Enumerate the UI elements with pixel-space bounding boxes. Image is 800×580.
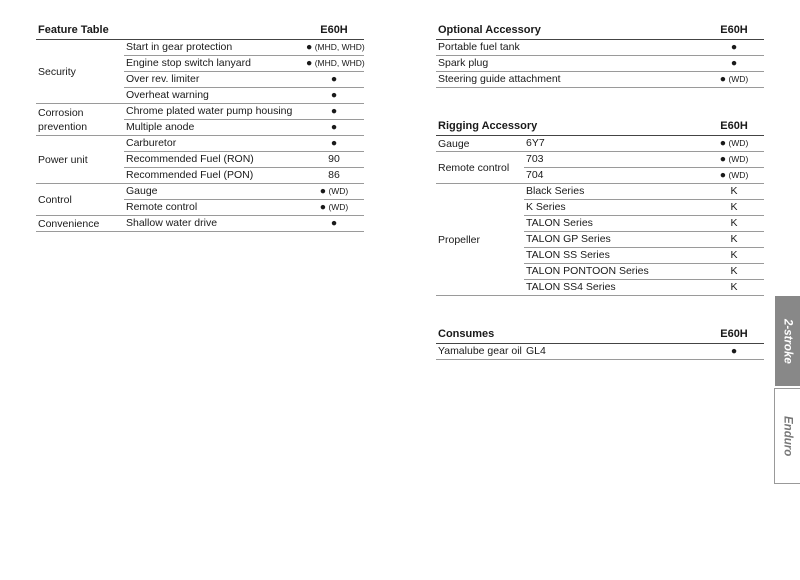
row-label: Recommended Fuel (PON) xyxy=(124,168,304,184)
row-label: 704 xyxy=(524,168,704,184)
table-row xyxy=(436,40,764,56)
value-cell xyxy=(704,200,764,216)
group-label: Control xyxy=(36,184,124,216)
value-cell xyxy=(704,216,764,232)
rigging-accessory-title: Rigging Accessory xyxy=(436,118,704,136)
value-mark: ● xyxy=(719,169,727,181)
table-row xyxy=(436,344,764,360)
group-label: Gauge xyxy=(436,136,524,152)
value-note: (WD) xyxy=(726,154,749,164)
value-cell xyxy=(304,56,364,72)
row-label: Multiple anode xyxy=(124,120,304,136)
consumes-title: Consumes xyxy=(436,326,704,344)
value-cell xyxy=(704,184,764,200)
row-label: Spark plug xyxy=(436,56,704,72)
value-cell xyxy=(704,248,764,264)
value-mark: 86 xyxy=(328,169,340,181)
row-label: Gauge xyxy=(124,184,304,200)
value-mark: K xyxy=(730,217,738,229)
value-mark: ● xyxy=(306,57,313,69)
tab-2-stroke-label: 2-stroke xyxy=(781,318,794,364)
row-label: Steering guide attachment xyxy=(436,72,704,88)
value-note: (MHD, WHD) xyxy=(312,58,365,68)
rigging-accessory-table xyxy=(436,118,764,296)
value-note: (WD) xyxy=(326,186,349,196)
row-label: 6Y7 xyxy=(524,136,704,152)
row-label: Overheat warning xyxy=(124,88,304,104)
optional-accessory-title: Optional Accessory xyxy=(436,22,704,40)
rigging-accessory-model: E60H xyxy=(704,118,764,136)
value-cell xyxy=(304,120,364,136)
row-label: Recommended Fuel (RON) xyxy=(124,152,304,168)
value-cell xyxy=(304,136,364,152)
row-label: Black Series xyxy=(524,184,704,200)
value-mark: ● xyxy=(719,137,727,149)
row-label: GL4 xyxy=(524,344,704,360)
value-mark: ● xyxy=(330,73,338,85)
optional-accessory-model: E60H xyxy=(704,22,764,40)
value-mark: K xyxy=(730,185,738,197)
value-cell xyxy=(704,344,764,360)
value-mark: ● xyxy=(719,73,727,85)
value-mark: ● xyxy=(719,153,727,165)
value-note: (WD) xyxy=(726,74,749,84)
consumes-model: E60H xyxy=(704,326,764,344)
value-cell xyxy=(704,264,764,280)
row-label: 703 xyxy=(524,152,704,168)
value-cell xyxy=(304,168,364,184)
value-mark: ● xyxy=(330,137,338,149)
table-row xyxy=(436,184,764,200)
row-label: Chrome plated water pump housing xyxy=(124,104,304,120)
value-note: (WD) xyxy=(326,202,349,212)
value-cell xyxy=(704,72,764,88)
value-cell xyxy=(704,168,764,184)
value-mark: K xyxy=(730,201,738,213)
row-label: TALON Series xyxy=(524,216,704,232)
value-mark: ● xyxy=(319,201,327,213)
value-cell xyxy=(704,136,764,152)
group-label: Remote control xyxy=(436,152,524,184)
tab-enduro[interactable] xyxy=(774,388,800,484)
table-row xyxy=(36,104,364,120)
table-row xyxy=(36,136,364,152)
group-label: Propeller xyxy=(436,184,524,296)
tab-2-stroke[interactable] xyxy=(775,296,800,386)
value-cell xyxy=(304,200,364,216)
value-mark: ● xyxy=(306,41,313,53)
table-row xyxy=(436,136,764,152)
row-label: Remote control xyxy=(124,200,304,216)
tab-enduro-label: Enduro xyxy=(781,415,794,457)
row-label: K Series xyxy=(524,200,704,216)
value-cell xyxy=(704,280,764,296)
group-label: Power unit xyxy=(36,136,124,184)
value-cell xyxy=(304,152,364,168)
value-mark: ● xyxy=(330,121,338,133)
value-note: (WD) xyxy=(726,170,749,180)
value-mark: 90 xyxy=(328,153,340,165)
value-cell xyxy=(304,40,364,56)
row-label: Portable fuel tank xyxy=(436,40,704,56)
feature-table-model: E60H xyxy=(304,22,364,40)
row-label: TALON PONTOON Series xyxy=(524,264,704,280)
value-cell xyxy=(704,40,764,56)
value-mark: K xyxy=(730,265,738,277)
value-mark: ● xyxy=(730,345,738,357)
optional-accessory-body xyxy=(436,40,764,88)
value-mark: K xyxy=(730,249,738,261)
value-mark: K xyxy=(730,233,738,245)
group-label: Corrosion prevention xyxy=(36,104,124,136)
value-mark: ● xyxy=(330,89,338,101)
table-row xyxy=(36,216,364,232)
row-label: TALON SS Series xyxy=(524,248,704,264)
group-label: Security xyxy=(36,40,124,104)
value-mark: ● xyxy=(319,185,327,197)
table-row xyxy=(36,184,364,200)
value-cell xyxy=(704,56,764,72)
row-label: Over rev. limiter xyxy=(124,72,304,88)
value-mark: ● xyxy=(730,41,738,53)
rigging-accessory-body xyxy=(436,136,764,296)
table-row xyxy=(436,56,764,72)
group-label: Yamalube gear oil xyxy=(436,344,524,360)
value-mark: ● xyxy=(330,105,338,117)
value-cell xyxy=(704,152,764,168)
consumes-body xyxy=(436,344,764,360)
optional-accessory-table xyxy=(436,22,764,88)
feature-table xyxy=(36,22,364,232)
group-label: Convenience xyxy=(36,216,124,232)
value-mark: ● xyxy=(730,57,738,69)
feature-table-body xyxy=(36,40,364,232)
value-mark: ● xyxy=(330,217,338,229)
row-label: Shallow water drive xyxy=(124,216,304,232)
row-label: Start in gear protection xyxy=(124,40,304,56)
value-cell xyxy=(304,88,364,104)
table-row xyxy=(436,152,764,168)
value-cell xyxy=(304,216,364,232)
table-row xyxy=(436,72,764,88)
value-mark: K xyxy=(730,281,738,293)
row-label: TALON SS4 Series xyxy=(524,280,704,296)
row-label: Carburetor xyxy=(124,136,304,152)
table-row xyxy=(36,40,364,56)
value-cell xyxy=(304,72,364,88)
row-label: Engine stop switch lanyard xyxy=(124,56,304,72)
row-label: TALON GP Series xyxy=(524,232,704,248)
consumes-table xyxy=(436,326,764,360)
value-cell xyxy=(704,232,764,248)
value-cell xyxy=(304,104,364,120)
feature-table-title: Feature Table xyxy=(36,22,304,40)
value-cell xyxy=(304,184,364,200)
value-note: (MHD, WHD) xyxy=(312,42,365,52)
value-note: (WD) xyxy=(726,138,749,148)
